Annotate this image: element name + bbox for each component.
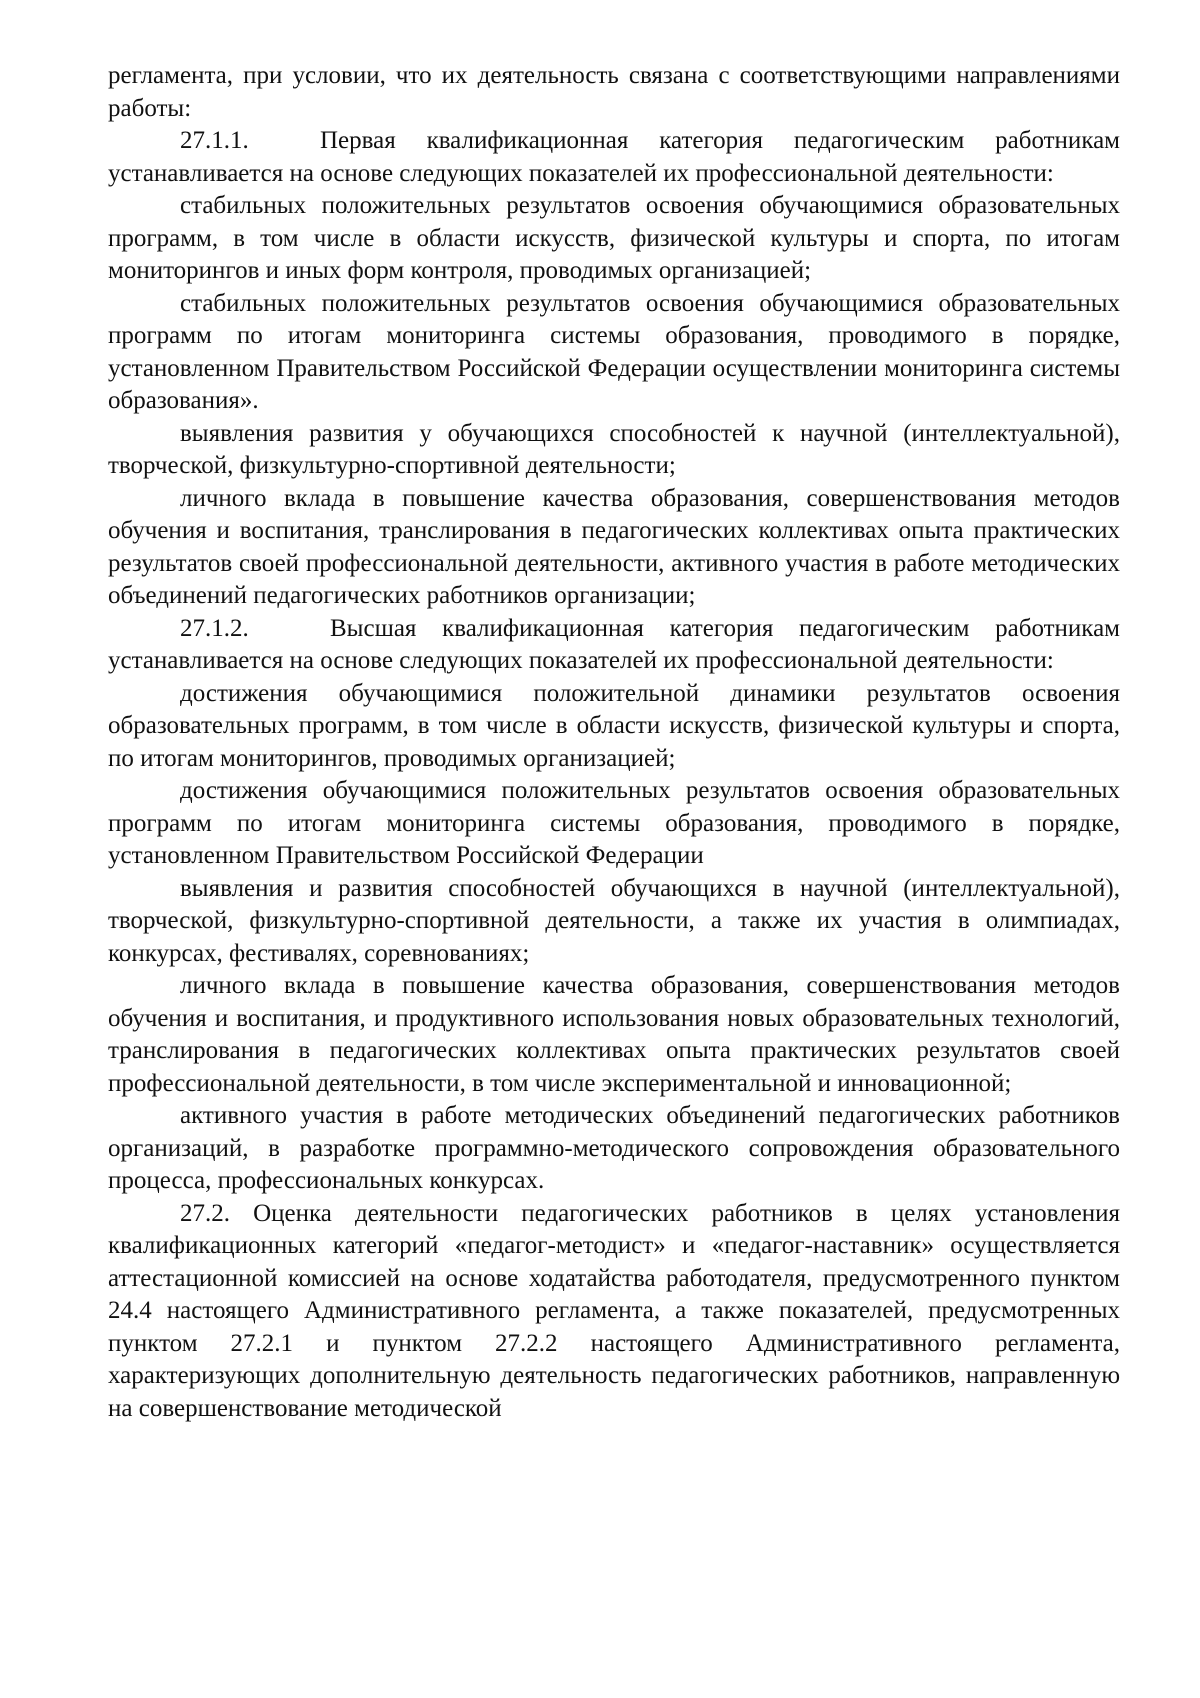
paragraph: выявления развития у обучающихся способностей к научной (интеллектуальной), творческой, физкультурно-спортивной деятельности; [108,419,1120,479]
paragraph: личного вклада в повышение качества образования, совершенствования методов обучения и воспитания, и продуктивного использования новых образовательных технологий, транслирования в педагогических коллективах опыта практических результатов своей профессиональной деятельности, в том числе экспериментальной и инновационной; [108,972,1120,1097]
paragraph: достижения обучающимися положительных результатов освоения образовательных программ по итогам мониторинга системы образования, проводимого в порядке, установленном Правительством Российской Федерации [108,777,1120,869]
clause-text: Высшая квалификационная категория педагогическим работникам устанавливается на основе следующих показателей их профессиональной деятельности: [108,614,1120,674]
paragraph-continuation: регламента, при условии, что их деятельность связана с соответствующими направлениями работы: [108,62,1120,122]
paragraph-27-2: 27.2. Оценка деятельности педагогических работников в целях установления квалификационных категорий «педагог-методист» и «педагог-наставник» осуществляется аттестационной комиссией на основе ходатайства работодателя, предусмотренного пунктом 24.4 настоящего Административного регламента, а также показателей, предусмотренных пунктом 27.2.1 и пунктом 27.2.2 настоящего Административного регламента, характеризующих дополнительную деятельность педагогических работников, направленную на совершенствование методической [108,1199,1120,1422]
clause-27-1-1 [108,125,1120,190]
paragraph: стабильных положительных результатов освоения обучающимися образовательных программ, в том числе в области искусств, физической культуры и спорта, по итогам мониторингов и иных форм контроля, проводимых организацией; [108,192,1120,284]
paragraph: активного участия в работе методических объединений педагогических работников организаций, в разработке программно-методического сопровождения образовательного процесса, профессиональных конкурсах. [108,1102,1120,1194]
paragraph: стабильных положительных результатов освоения обучающимися образовательных программ по итогам мониторинга системы образования, проводимого в порядке, установленном Правительством Российской Федерации осуществлении мониторинга системы образования». [108,289,1120,414]
clause-27-1-2 [108,613,1120,678]
paragraph: достижения обучающимися положительной динамики результатов освоения образовательных программ, в том числе в области искусств, физической культуры и спорта, по итогам мониторингов, проводимых организацией; [108,679,1120,772]
clause-text: Первая квалификационная категория педагогическим работникам устанавливается на основе следующих показателей их профессиональной деятельности: [108,127,1120,187]
paragraph: выявления и развития способностей обучающихся в научной (интеллектуальной), творческой, физкультурно-спортивной деятельности, а также их участия в олимпиадах, конкурсах, фестивалях, соревнованиях; [108,874,1120,967]
paragraph: личного вклада в повышение качества образования, совершенствования методов обучения и воспитания, транслирования в педагогических коллективах опыта практических результатов своей профессиональной деятельности, активного участия в работе методических объединений педагогических работников организации; [108,484,1120,609]
clause-number: 27.1.2. [180,614,249,642]
document-page [108,60,1120,1425]
clause-number: 27.1.1. [180,127,249,154]
